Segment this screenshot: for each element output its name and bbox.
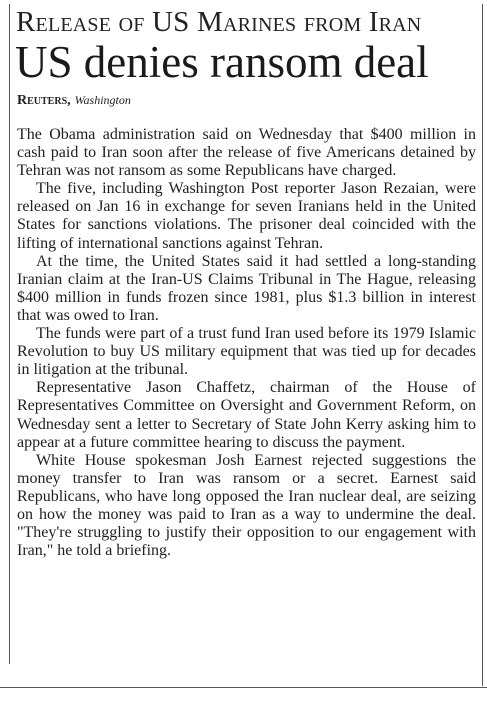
byline-agency: Reuters, (17, 93, 71, 108)
article-paragraph: White House spokesman Josh Earnest rejected suggestions the money transfer to Iran was ransom or a secret. Earnest said Republicans, who have long opposed the Iran nuclear deal, are seizing on how the money was paid to Iran as a way to undermine the deal. "They're struggling to justify their opposition to our engagement with Iran," he told a briefing. (17, 451, 476, 560)
article-paragraph: At the time, the United States said it had settled a long-standing Iranian claim at the Iran-US Claims Tribunal in The Hague, releasing $400 million in funds frozen since 1981, plus $1.3 billion in interest that was owed to Iran. (17, 252, 476, 324)
article-paragraph: The funds were part of a trust fund Iran used before its 1979 Islamic Revolution to buy US military equipment that was tied up for decades in litigation at the tribunal. (17, 325, 476, 379)
article-paragraph: The Obama administration said on Wednesday that $400 million in cash paid to Iran soon after the release of five Americans detained by Tehran was not ransom as some Republicans have charged. (17, 126, 476, 180)
page-rule-bottom (0, 687, 487, 688)
article-headline: US denies ransom deal (15, 37, 429, 87)
column-rule-right (482, 4, 483, 686)
article-kicker: Release of US Marines from Iran (16, 6, 422, 38)
byline (17, 92, 131, 109)
article-body (17, 126, 476, 560)
article-paragraph: The five, including Washington Post reporter Jason Rezaian, were released on Jan 16 in exchange for seven Iranians held in the United States for sanctions violations. The prisoner deal coincided with the lifting of international sanctions against Tehran. (17, 180, 476, 252)
article-paragraph: Representative Jason Chaffetz, chairman of the House of Representatives Committee on Oversight and Government Reform, on Wednesday sent a letter to Secretary of State John Kerry asking him to appear at a future committee hearing to discuss the payment. (17, 379, 476, 451)
column-rule-left (9, 4, 10, 664)
byline-place: Washington (74, 93, 131, 107)
